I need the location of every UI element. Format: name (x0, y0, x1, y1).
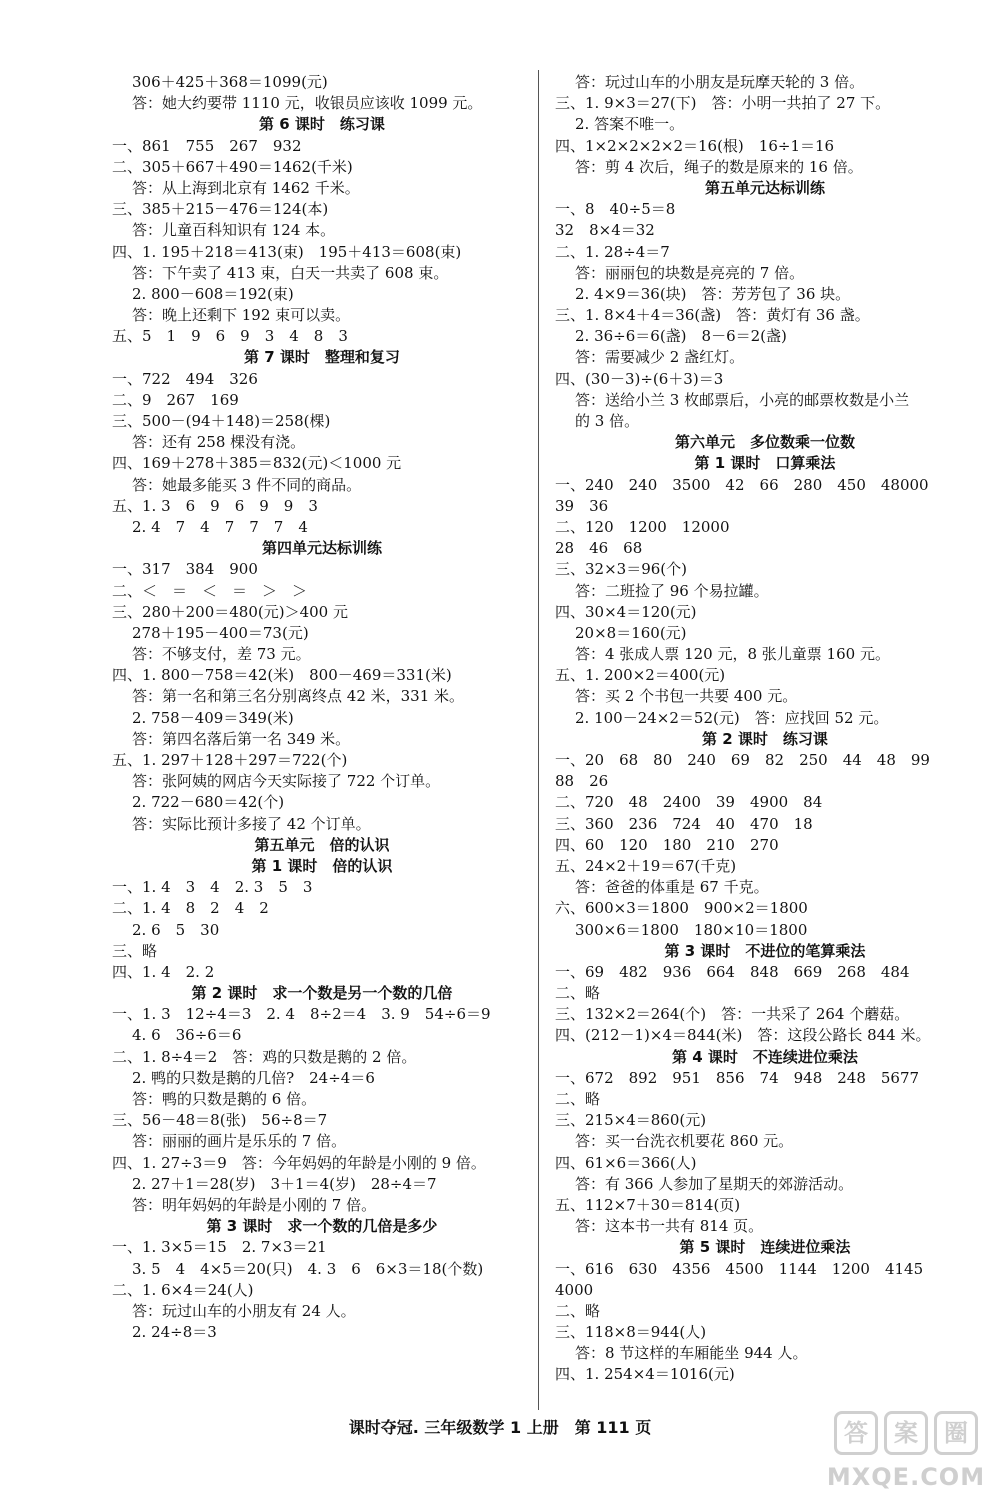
answer-line: 答：玩过山车的小朋友有 24 人。 (132, 1301, 356, 1320)
answer-line: 的 3 倍。 (575, 412, 640, 430)
answer-line: 三、118×8＝944(人) (555, 1323, 707, 1342)
answer-line: 2. 24÷8＝3 (132, 1323, 217, 1342)
answer-line: 四、(30－3)÷(6＋3)＝3 (555, 369, 724, 388)
answer-line: 2. 722－680＝42(个) (132, 793, 285, 812)
answer-line: 88 26 (555, 772, 609, 791)
answer-line: 答：还有 258 棵没有浇。 (132, 433, 306, 452)
answer-line: 三、1. 8×4＋4＝36(盏) 答：黄灯有 36 盏。 (555, 306, 870, 325)
watermark-char: 答 (834, 1411, 878, 1455)
section-heading: 第 3 课时 求一个数的几倍是多少 (206, 1217, 438, 1236)
answer-line: 答：剪 4 次后，绳子的数是原来的 16 倍。 (575, 157, 863, 176)
answer-line: 三、略 (112, 941, 158, 960)
answer-line: 答：鸭的只数是鹅的 6 倍。 (132, 1090, 317, 1108)
answer-line: 一、1. 3×5＝15 2. 7×3＝21 (112, 1238, 327, 1257)
answer-line: 三、56－48＝8(张) 56÷8＝7 (112, 1111, 328, 1130)
answer-line: 答：第一名和第三名分别离终点 42 米，331 米。 (132, 687, 465, 706)
section-heading: 第 3 课时 不进位的笔算乘法 (664, 941, 866, 960)
answer-line: 答：第四名落后第一名 349 米。 (132, 729, 351, 748)
answer-line: 一、69 482 936 664 848 669 268 484 (555, 962, 910, 981)
answer-line: 二、1. 28÷4＝7 (555, 242, 670, 261)
answer-line: 答：爸爸的体重是 67 千克。 (575, 878, 769, 897)
answer-line: 四、30×4＝120(元) (555, 602, 697, 621)
watermark-char: 案 (884, 1411, 928, 1455)
answer-line: 一、317 384 900 (112, 560, 258, 579)
answer-line: 2. 答案不唯一。 (575, 115, 685, 134)
answer-line: 答：丽丽包的块数是亮亮的 7 倍。 (575, 263, 805, 282)
answer-line: 2. 鸭的只数是鹅的几倍? 24÷4＝6 (132, 1068, 375, 1087)
answer-line: 二、1. 8÷4＝2 答：鸡的只数是鹅的 2 倍。 (112, 1047, 417, 1066)
answer-line: 四、1. 800－758＝42(米) 800－469＝331(米) (112, 666, 452, 685)
answer-line: 五、1. 200×2＝400(元) (555, 666, 726, 685)
answer-line: 二、略 (555, 984, 601, 1003)
answer-line: 4. 6 36÷6＝6 (132, 1026, 242, 1045)
answer-line: 答：这本书一共有 814 页。 (575, 1217, 764, 1236)
answer-line: 答：8 节这样的车厢能坐 944 人。 (575, 1344, 808, 1363)
answer-line: 2. 4×9＝36(块) 答：芳芳包了 36 块。 (575, 284, 851, 303)
answer-line: 答：儿童百科知识有 124 本。 (132, 221, 336, 240)
answer-line: 32 8×4＝32 (555, 221, 655, 240)
page-footer: 课时夺冠. 三年级数学 1 上册 第 111 页 (348, 1418, 652, 1437)
answer-line: 二、1. 6×4＝24(人) (112, 1280, 254, 1299)
answer-line: 2. 27＋1＝28(岁) 3＋1＝4(岁) 28÷4＝7 (132, 1174, 437, 1193)
answer-line: 278＋195－400＝73(元) (132, 623, 309, 642)
answer-line: 答：她最多能买 3 件不同的商品。 (132, 475, 362, 494)
section-heading: 第 7 课时 整理和复习 (244, 348, 400, 367)
section-heading: 第四单元达标训练 (261, 539, 382, 558)
answer-line: 四、(212－1)×4＝844(米) 答：这段公路长 844 米。 (555, 1026, 931, 1045)
answer-line: 答：丽丽的画片是乐乐的 7 倍。 (132, 1132, 347, 1151)
section-heading: 第 1 课时 倍的认识 (251, 856, 393, 875)
section-heading: 第 2 课时 练习课 (702, 729, 828, 748)
answer-line: 2. 36÷6＝6(盏) 8－6＝2(盏) (575, 327, 787, 346)
answer-line: 三、500－(94＋148)＝258(棵) (112, 412, 331, 430)
answer-line: 一、672 892 951 856 74 948 248 5677 (555, 1068, 920, 1087)
watermark-logo (826, 1411, 986, 1491)
answer-line: 三、132×2＝264(个) 答：一共采了 264 个蘑菇。 (555, 1005, 910, 1024)
answer-line: 四、1. 4 2. 2 (112, 962, 215, 981)
answer-line: 三、280＋200＝480(元)＞400 元 (112, 602, 348, 621)
answer-line: 五、112×7＋30＝814(页) (555, 1195, 741, 1214)
answer-line: 答：有 366 人参加了星期天的郊游活动。 (575, 1174, 854, 1193)
answer-line: 20×8＝160(元) (575, 623, 687, 642)
answer-line: 四、169＋278＋385＝832(元)＜1000 元 (112, 454, 402, 473)
answer-line: 三、215×4＝860(元) (555, 1111, 707, 1130)
answer-line: 四、61×6＝366(人) (555, 1153, 697, 1172)
answer-line: 二、305＋667＋490＝1462(千米) (112, 157, 353, 176)
answer-line: 2. 758－409＝349(米) (132, 708, 294, 727)
answer-line: 四、1. 195＋218＝413(束) 195＋413＝608(束) (112, 242, 462, 261)
answer-line: 300×6＝1800 180×10＝1800 (575, 920, 808, 939)
answer-line: 一、722 494 326 (112, 369, 258, 388)
answer-line: 五、1. 3 6 9 6 9 9 3 (112, 496, 318, 515)
left-column (112, 72, 532, 1343)
answer-line: 306＋425＋368＝1099(元) (132, 73, 328, 91)
answer-line: 五、24×2＋19＝67(千克) (555, 856, 737, 875)
answer-line: 二、1. 4 8 2 4 2 (112, 899, 269, 918)
answer-line: 答：从上海到北京有 1462 千米。 (132, 178, 360, 197)
answer-line: 二、720 48 2400 39 4900 84 (555, 793, 823, 812)
answer-line: 二、略 (555, 1090, 601, 1108)
section-heading: 第五单元达标训练 (704, 178, 825, 197)
answer-line: 答：送给小兰 3 枚邮票后，小亮的邮票枚数是小兰 (575, 390, 910, 409)
answer-line: 二、120 1200 12000 (555, 517, 730, 536)
answer-line: 五、5 1 9 6 9 3 4 8 3 (112, 327, 348, 346)
answer-line: 2. 800－608＝192(束) (132, 284, 294, 303)
answer-line: 三、32×3＝96(个) (555, 560, 687, 579)
answer-line: 三、1. 9×3＝27(下) 答：小明一共拍了 27 下。 (555, 94, 891, 113)
answer-line: 4000 (555, 1280, 594, 1299)
answer-line: 2. 4 7 4 7 7 7 4 (132, 517, 308, 536)
section-heading: 第 2 课时 求一个数是另一个数的几倍 (191, 984, 453, 1003)
answer-line: 一、1. 4 3 4 2. 3 5 3 (112, 878, 313, 897)
answer-line: 二、9 267 169 (112, 390, 239, 409)
answer-line: 一、8 40÷5＝8 (555, 200, 676, 219)
answer-line: 答：下午卖了 413 束，白天一共卖了 608 束。 (132, 263, 449, 282)
answer-line: 五、1. 297＋128＋297＝722(个) (112, 751, 348, 769)
right-column (555, 72, 975, 1386)
answer-line: 2. 6 5 30 (132, 920, 220, 939)
answer-line: 一、616 630 4356 4500 1144 1200 4145 (555, 1259, 924, 1278)
section-heading: 第五单元 倍的认识 (254, 835, 390, 854)
column-divider (538, 70, 539, 1410)
answer-line: 一、20 68 80 240 69 82 250 44 48 99 (555, 751, 930, 769)
section-heading: 第 1 课时 口算乘法 (694, 454, 836, 473)
answer-line: 3. 5 4 4×5＝20(只) 4. 3 6 6×3＝18(个数) (132, 1259, 484, 1278)
answer-line: 二、略 (555, 1301, 601, 1320)
answer-line: 答：明年妈妈的年龄是小刚的 7 倍。 (132, 1195, 377, 1214)
answer-line: 一、1. 3 12÷4＝3 2. 4 8÷2＝4 3. 9 54÷6＝9 (112, 1005, 491, 1024)
answer-line: 四、1×2×2×2×2＝16(根) 16÷1＝16 (555, 136, 835, 155)
answer-line: 答：买 2 个书包一共要 400 元。 (575, 687, 798, 706)
answer-line: 答：她大约要带 1110 元，收银员应该收 1099 元。 (132, 94, 483, 113)
answer-line: 28 46 68 (555, 539, 643, 558)
answer-line: 二、＜ ＝ ＜ ＝ ＞ ＞ (112, 581, 308, 600)
answer-line: 一、861 755 267 932 (112, 136, 302, 155)
answer-line: 答：晚上还剩下 192 束可以卖。 (132, 306, 351, 325)
answer-line: 答：买一台洗衣机要花 860 元。 (575, 1132, 794, 1151)
section-heading: 第 6 课时 练习课 (259, 115, 385, 134)
answer-line: 39 36 (555, 496, 609, 515)
watermark-url: MXQE.COM (826, 1463, 986, 1491)
answer-line: 三、385＋215－476＝124(本) (112, 200, 329, 219)
answer-line: 三、360 236 724 40 470 18 (555, 814, 813, 833)
answer-line: 答：4 张成人票 120 元，8 张儿童票 160 元。 (575, 645, 890, 664)
answer-line: 答：不够支付，差 73 元。 (132, 645, 311, 664)
answer-line: 答：张阿姨的网店今天实际接了 722 个订单。 (132, 772, 441, 791)
watermark-char: 圈 (934, 1411, 978, 1455)
section-heading: 第 5 课时 连续进位乘法 (679, 1238, 851, 1257)
answer-line: 答：玩过山车的小朋友是玩摩天轮的 3 倍。 (575, 73, 865, 91)
answer-line: 四、1. 254×4＝1016(元) (555, 1365, 735, 1384)
answer-line: 四、1. 27÷3＝9 答：今年妈妈的年龄是小刚的 9 倍。 (112, 1153, 486, 1172)
answer-line: 2. 100－24×2＝52(元) 答：应找回 52 元。 (575, 708, 889, 727)
answer-line: 答：实际比预计多接了 42 个订单。 (132, 814, 371, 833)
answer-line: 六、600×3＝1800 900×2＝1800 (555, 899, 808, 918)
answer-line: 四、60 120 180 210 270 (555, 835, 779, 854)
answer-line: 一、240 240 3500 42 66 280 450 48000 (555, 475, 929, 494)
answer-line: 答：二班捡了 96 个易拉罐。 (575, 581, 769, 600)
section-heading: 第六单元 多位数乘一位数 (674, 433, 855, 452)
section-heading: 第 4 课时 不连续进位乘法 (672, 1047, 858, 1066)
answer-line: 答：需要减少 2 盏红灯。 (575, 348, 745, 367)
